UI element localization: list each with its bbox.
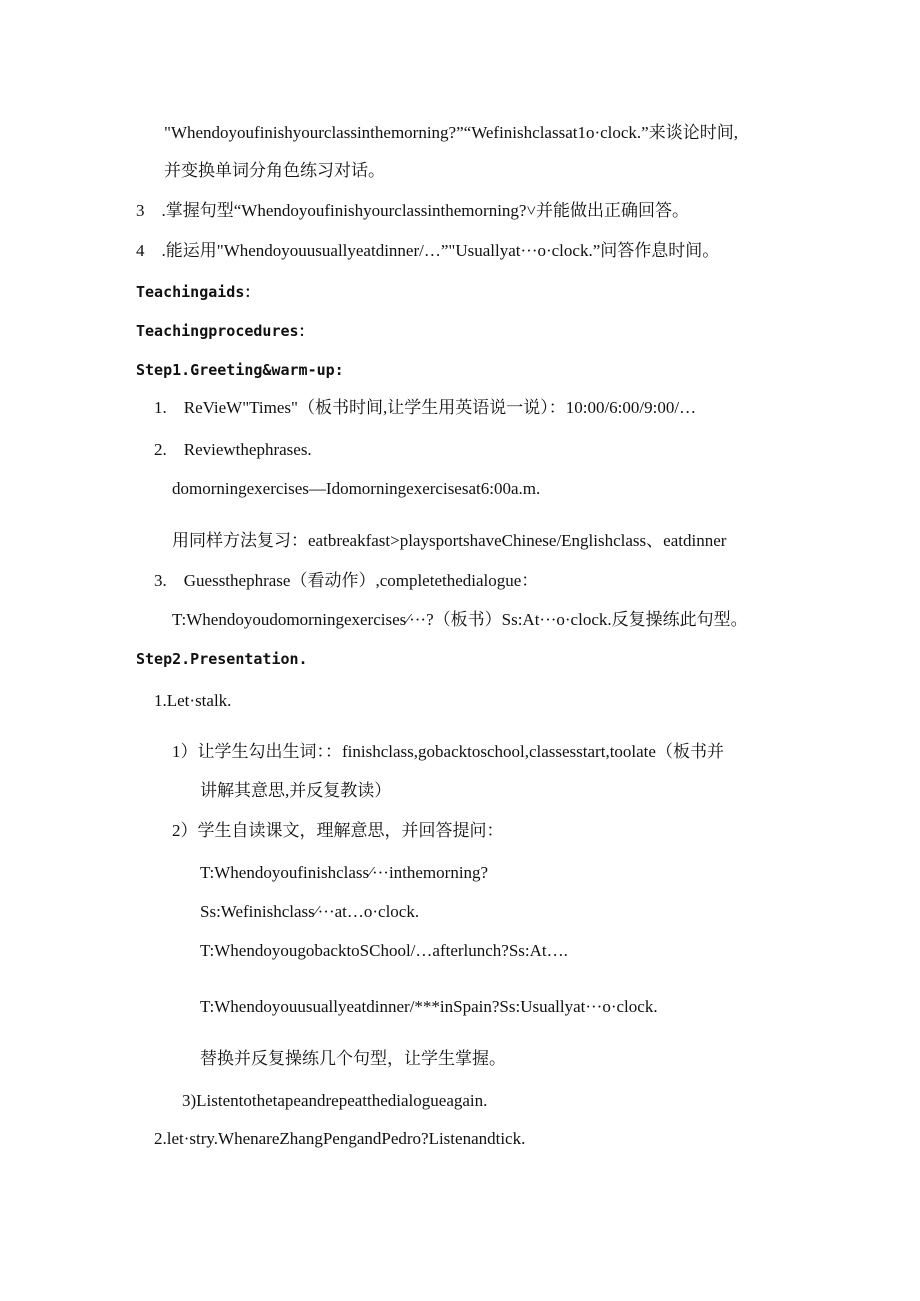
text-line: 讲解其意思,并反复教读） [200, 781, 392, 800]
heading-teaching-procedures: Teachingprocedures： [136, 322, 314, 340]
step2-item-1: 1.Let·stalk. [154, 691, 232, 710]
dialogue-line: T:Whendoyoufinishclass⁄···inthemorning? [200, 863, 489, 882]
list-item-3: 3 .掌握句型“Whendoyoufinishyourclassinthemorning?˅并能做出正确回答。 [136, 201, 690, 220]
text-line: 3)Listentothetapeandrepeatthedialogueagain. [182, 1091, 488, 1110]
step1-item-1: 1. ReVieW"Times"（板书时间,让学生用英语说一说）：10:00/6:00/9:00/… [154, 398, 697, 417]
text-line: domorningexercises—Idomorningexercisesat6:00a.m. [172, 479, 541, 498]
text-line: 并变换单词分角色练习对话。 [164, 161, 385, 180]
heading-step1: Step1.Greeting&warm-up: [136, 361, 344, 379]
heading-teaching-aids: Teachingaids： [136, 283, 260, 301]
text-line: 用同样方法复习：eatbreakfast>playsportshaveChinese/Englishclass、eatdinner [172, 531, 727, 550]
text-line: T:Whendoyoudomorningexercises⁄···?（板书）Ss:At···o·clock.反复操练此句型。 [172, 610, 748, 629]
heading-step2: Step2.Presentation. [136, 650, 308, 668]
step2-item-2: 2.let·stry.WhenareZhangPengandPedro?Listenandtick. [154, 1129, 526, 1148]
text-line: "Whendoyoufinishyourclassinthemorning?”“Wefinishclassat1o·clock.”来谈论时间, [164, 123, 738, 142]
step1-item-2: 2. Reviewthephrases. [154, 440, 312, 459]
text-line: 2）学生自读课文，理解意思，并回答提问： [172, 821, 504, 840]
step1-item-3: 3. Guessthephrase（看动作）,completethedialogue： [154, 571, 539, 590]
dialogue-line: T:WhendoyougobacktoSChool/…afterlunch?Ss:At…. [200, 941, 568, 960]
text-line: 1）让学生勾出生词：：finishclass,gobacktoschool,classesstart,toolate（板书并 [172, 742, 724, 761]
dialogue-line: Ss:Wefinishclass⁄···at…o·clock. [200, 902, 420, 921]
text-line: 替换并反复操练几个句型，让学生掌握。 [200, 1049, 506, 1068]
list-item-4: 4 .能运用"Whendoyouusuallyeatdinner/…”"Usuallyat···o·clock.”问答作息时间。 [136, 241, 720, 260]
dialogue-line: T:Whendoyouusuallyeatdinner/***inSpain?Ss:Usuallyat···o·clock. [200, 997, 658, 1016]
